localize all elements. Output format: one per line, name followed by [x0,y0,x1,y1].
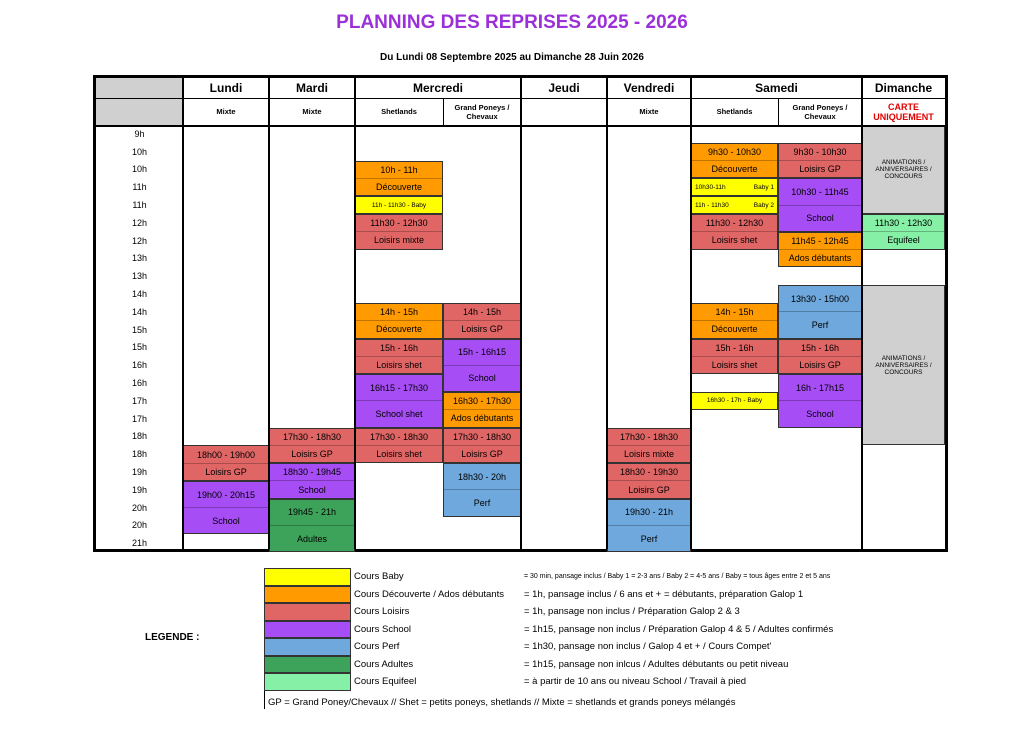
legend-description: = 30 min, pansage inclus / Baby 1 = 2-3 ans / Baby 2 = 4-5 ans / Baby = tous âges entre 2 et 5 ans [524,573,831,580]
legend-swatch [264,638,351,656]
course-block-text: 19h45 - 21h [287,507,337,518]
legend-name: Cours Adultes [354,658,414,670]
hour-label: 12h [131,235,148,246]
course-block-text: Baby 2 [753,201,774,209]
course-block-text: 19h00 - 20h15 [196,489,256,500]
sub-mer-grand-poneys: Grand Poneys / Chevaux [454,102,510,121]
hour-label: 14h [131,306,148,317]
hour-label: 19h [131,467,148,478]
course-block-text: Adultes [270,525,354,551]
sub-mardi: Mixte [302,107,322,116]
column-divider [354,78,356,549]
course-block-text: Equifeel [863,231,944,248]
course-block-text: 15h - 16h [379,342,419,353]
course-block-mer-decouverte1 [355,161,443,197]
sub-lundi: Mixte [216,107,236,116]
course-block-text: Loisirs shet [692,356,777,373]
legend-description: = 1h15, pansage non inlcus / Adultes débutants ou petit niveau [524,658,789,670]
subcolumn-divider [778,98,779,125]
course-block-text: 11h - 11h30 [695,201,729,209]
page-title: PLANNING DES REPRISES 2025 - 2026 [336,12,688,33]
date-range: Du Lundi 08 Septembre 2025 au Dimanche 28 Juin 2026 [380,52,644,63]
course-block-dim-anim1 [862,125,945,214]
course-block-text: Loisirs shet [692,231,777,248]
course-block-text: 14h - 15h [462,307,502,318]
schedule-grid [93,75,948,552]
course-block-mer-gp-loisirs2 [443,428,521,464]
course-block-sam-decouverte2 [691,303,778,339]
hour-label: 9h [134,128,145,139]
course-block-mar-adultes [269,499,355,552]
legend-swatch [264,568,351,586]
course-block-sam-loisirs-shet1 [691,214,778,250]
course-block-text: 16h30 - 17h30 [452,396,512,407]
course-block-text: School [184,507,268,533]
course-block-text: Loisirs mixte [608,445,690,462]
course-block-mer-loisirs-shet1 [355,339,443,375]
course-block-mar-loisirs [269,428,355,464]
course-block-text: Découverte [692,320,777,337]
legend-swatch [264,673,351,691]
course-block-text: 9h30 - 10h30 [793,146,847,157]
legend-swatch [264,603,351,621]
legend-description: = 1h30, pansage non inclus / Galop 4 et + / Cours Compet' [524,641,772,652]
hour-label: 17h [131,395,148,406]
header-divider [96,98,945,99]
day-jeudi: Jeudi [548,81,580,95]
course-block-mer-loisirs-mixte [355,214,443,250]
column-divider [861,78,863,549]
hour-label: 16h [131,378,148,389]
course-block-text: 10h - 11h [380,164,418,175]
course-block-lun-loisirs [183,445,269,481]
course-block-text: 11h30 - 12h30 [370,218,428,229]
hour-label: 19h [131,484,148,495]
corner-cell [96,78,183,125]
course-block-text: 16h - 17h15 [795,382,845,393]
legend-name: Cours Equifeel [354,676,417,687]
course-block-text: Découverte [692,160,777,177]
course-block-text: Loisirs GP [608,480,690,497]
legend-description: = 1h, pansage inclus / 6 ans et + = débutants, préparation Galop 1 [524,588,804,600]
hour-label: 17h [131,413,148,424]
course-block-text: 19h30 - 21h [624,507,674,518]
course-block-text: 18h00 - 19h00 [196,449,256,460]
course-block-mer-gp-ados [443,392,521,428]
legend-description: = à partir de 10 ans ou niveau School / Travail à pied [524,676,747,687]
course-block-text: Loisirs GP [270,445,354,462]
legend-name: Cours Découverte / Ados débutants [354,588,504,600]
hour-label: 10h [131,164,148,175]
course-block-sam-decouverte1 [691,143,778,179]
hour-label: 11h [132,200,147,211]
legend-name: Cours Loisirs [354,606,410,617]
course-block-text: 15h - 16h15 [457,347,507,358]
course-block-text: Ados débutants [444,409,520,426]
legend-swatch [264,621,351,639]
course-block-text: Perf [779,311,861,337]
legend-name: Cours Perf [354,641,400,652]
course-block-text: 18h30 - 20h [457,471,507,482]
course-block-ven-perf [607,499,691,552]
course-block-sam-baby2 [691,196,778,214]
course-block-text: 17h30 - 18h30 [619,431,679,442]
course-block-text: Loisirs GP [444,445,520,462]
hour-label: 21h [131,538,148,549]
hour-label: 16h [131,360,148,371]
course-block-text: ANIMATIONS / ANNIVERSAIRES / CONCOURS [875,354,932,376]
course-block-text: Découverte [356,178,442,195]
course-block-ven-loisirs-mixte [607,428,691,464]
course-block-text: 11h - 11h30 - Baby [371,201,427,209]
course-block-mer-loisirs-shet2 [355,428,443,464]
course-block-text: 18h30 - 19h30 [619,467,679,478]
course-block-mer-decouverte2 [355,303,443,339]
course-block-lun-school [183,481,269,534]
course-block-text: Loisirs GP [184,463,268,480]
hour-label: 18h [131,431,148,442]
day-dimanche: Dimanche [874,81,933,95]
course-block-text: 15h - 16h [800,342,840,353]
column-divider [520,78,522,549]
course-block-mer-baby [355,196,443,214]
course-block-text: 17h30 - 18h30 [452,431,512,442]
subcolumn-divider [443,98,444,125]
course-block-sam-gp-loisirs2 [778,339,862,375]
legend-title: LEGENDE : [145,632,200,643]
course-block-text: 15h - 16h [715,342,754,353]
course-block-text: School [779,205,861,231]
course-block-text: 11h45 - 12h45 [791,235,849,246]
course-block-text: 18h30 - 19h45 [282,467,342,478]
column-divider [268,78,270,549]
hour-label: 15h [131,324,148,335]
column-divider [690,78,692,549]
course-block-text: 16h30 - 17h - Baby [706,397,763,405]
course-block-text: School shet [356,400,442,426]
course-block-text: School [444,365,520,391]
day-mercredi: Mercredi [412,81,464,95]
hour-label: 15h [131,342,148,353]
legend-description: = 1h, pansage non inclus / Préparation Galop 2 & 3 [524,606,740,617]
sub-sam-shetlands: Shetlands [716,107,753,116]
hour-label: 11h [132,182,147,193]
course-block-text: 14h - 15h [379,307,419,318]
course-block-ven-loisirs-gp [607,463,691,499]
course-block-text: 17h30 - 18h30 [369,431,429,442]
course-block-text: Loisirs mixte [356,231,442,248]
legend-name: Cours Baby [354,571,404,582]
course-block-mer-gp-perf [443,463,521,516]
hour-label: 20h [131,502,148,513]
course-block-text: 11h30 - 12h30 [705,218,764,229]
course-block-text: School [270,480,354,497]
course-block-text: Perf [444,489,520,515]
course-block-text: 10h30 - 11h45 [791,186,849,197]
course-block-text: Ados débutants [779,249,861,266]
legend-name: Cours School [354,623,412,635]
course-block-sam-gp-loisirs1 [778,143,862,179]
legend-description: = 1h15, pansage non inclus / Préparation Galop 4 & 5 / Adultes confirmés [524,623,834,635]
course-block-dim-equifeel [862,214,945,250]
course-block-sam-gp-school1 [778,178,862,231]
legend-swatch [264,656,351,674]
sub-mer-shetlands: Shetlands [381,107,417,116]
course-block-text: Loisirs GP [779,356,861,373]
course-block-sam-baby1 [691,178,778,196]
sub-vendredi: Mixte [639,107,659,116]
course-block-text: Découverte [356,320,442,337]
day-vendredi: Vendredi [623,81,675,95]
course-block-text: 16h15 - 17h30 [369,382,429,393]
hour-label: 14h [131,289,148,300]
day-mardi: Mardi [295,81,328,95]
course-block-sam-loisirs-shet2 [691,339,778,375]
course-block-text: Loisirs shet [356,445,442,462]
course-block-mer-gp-loisirs1 [443,303,521,339]
course-block-text: Loisirs shet [356,356,442,373]
sub-dimanche-carte: CARTE UNIQUEMENT [873,101,934,122]
course-block-text: 11h30 - 12h30 [874,218,933,229]
sub-sam-grand-poneys: Grand Poneys / Chevaux [792,102,848,121]
course-block-sam-baby3 [691,392,778,410]
course-block-sam-gp-ados [778,232,862,268]
course-block-text: 9h30 - 10h30 [707,146,762,157]
course-block-text: 13h30 - 15h00 [790,293,850,304]
column-divider [606,78,608,549]
header-divider [96,125,945,127]
course-block-dim-anim2 [862,285,945,445]
day-samedi: Samedi [755,81,798,95]
course-block-text: School [779,400,861,426]
column-divider [182,78,184,549]
legend-footer: GP = Grand Poney/Chevaux // Shet = petits poneys, shetlands // Mixte = shetlands et grands poneys mélangés [268,697,736,708]
course-block-text: 10h30-11h [695,183,726,191]
course-block-text: Baby 1 [753,183,774,191]
course-block-sam-gp-school2 [778,374,862,427]
course-block-text: ANIMATIONS / ANNIVERSAIRES / CONCOURS [875,159,932,180]
hour-label: 10h [131,146,148,157]
hour-label: 13h [131,271,148,282]
course-block-mar-school [269,463,355,499]
course-block-text: Loisirs GP [779,160,861,177]
hour-label: 18h [131,449,148,460]
course-block-mer-gp-school [443,339,521,392]
legend-swatch [264,586,351,604]
course-block-text: 14h - 15h [715,307,754,318]
course-block-text: Perf [608,525,690,551]
hour-label: 12h [131,217,148,228]
course-block-mer-school-shet [355,374,443,427]
course-block-text: 17h30 - 18h30 [282,431,342,442]
hour-label: 20h [131,520,148,531]
course-block-sam-gp-perf [778,285,862,338]
course-block-text: Loisirs GP [444,320,520,337]
hour-label: 13h [131,253,148,264]
day-lundi: Lundi [209,81,243,95]
